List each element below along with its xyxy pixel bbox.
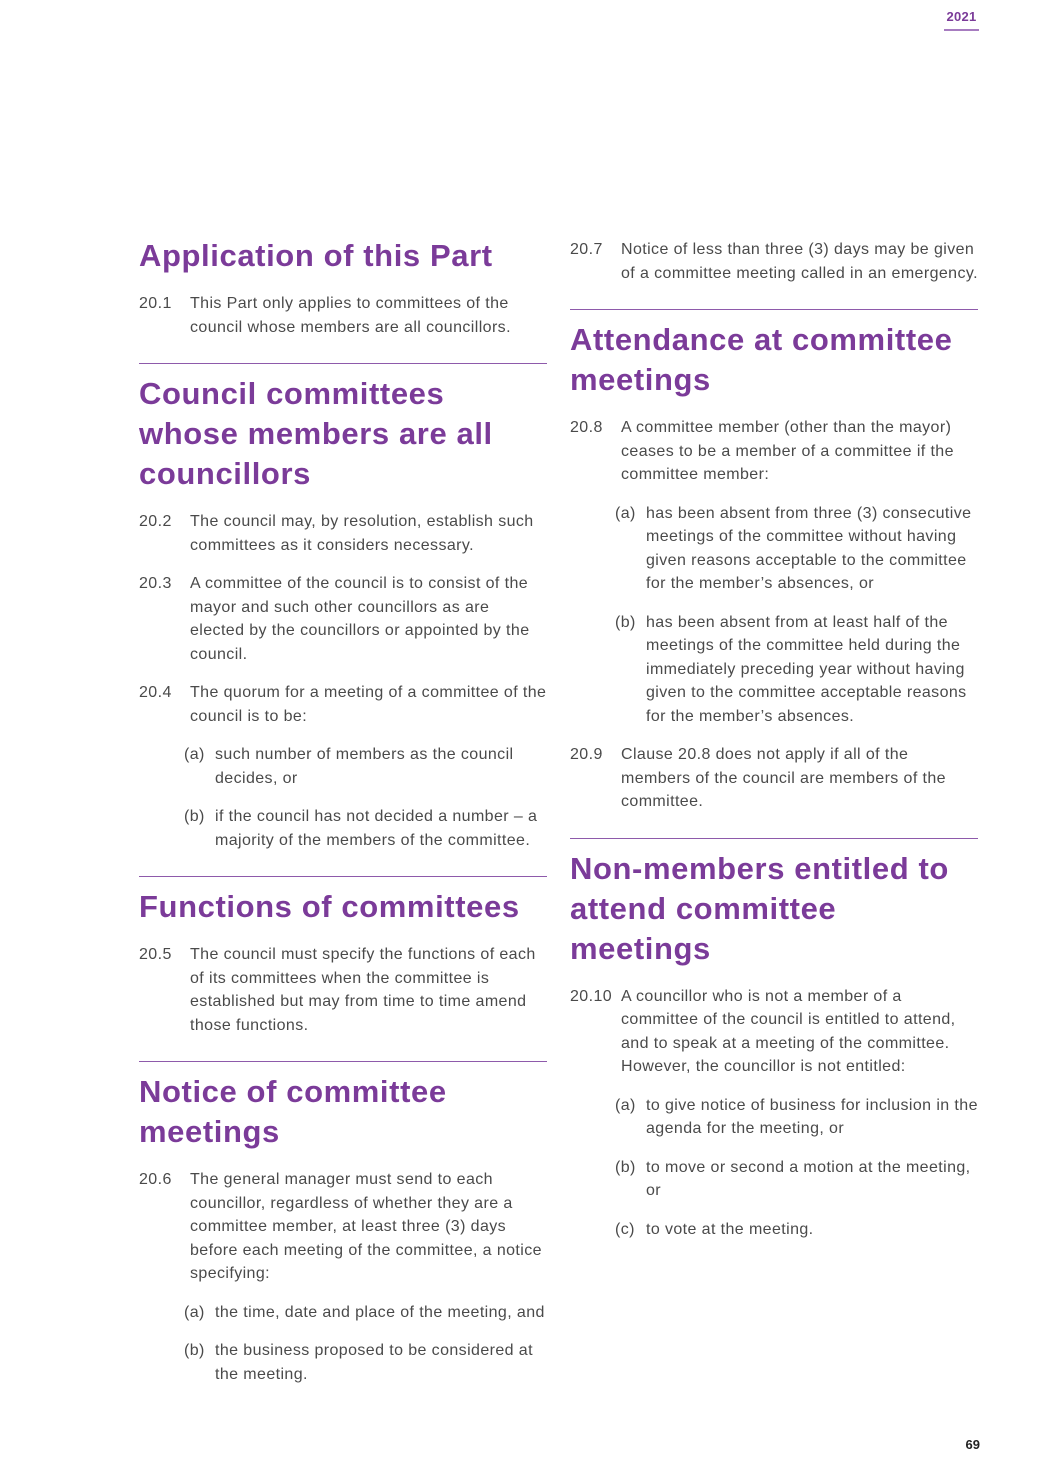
clause-text: Notice of less than three (3) days may be given of a committee meeting called in an emergency.	[621, 241, 978, 282]
subclause-text: the time, date and place of the meeting, and	[215, 1303, 545, 1321]
clause-number: 20.10	[570, 987, 613, 1005]
left-column	[139, 236, 547, 1386]
subclause-text: the business proposed to be considered at the meeting.	[215, 1342, 533, 1383]
clause-number: 20.8	[570, 419, 603, 436]
subclause-20-6-a	[184, 1301, 547, 1325]
subclause-label: (a)	[615, 504, 636, 522]
clause-number: 20.9	[570, 746, 603, 763]
subclause-text: to give notice of business for inclusion in the agenda for the meeting, or	[646, 1096, 978, 1137]
clause-20-6	[139, 1168, 547, 1286]
clause-text: A committee of the council is to consist of the mayor and such other councillors as are elected by the councillors or appointed by the council.	[190, 575, 530, 663]
subclause-20-6-b	[184, 1339, 547, 1386]
subclause-label: (b)	[615, 1158, 636, 1176]
clause-text: This Part only applies to committees of the council whose members are all councillors.	[190, 295, 511, 336]
heading-attendance: Attendance at committee meetings	[570, 322, 953, 397]
clause-20-3	[139, 572, 547, 666]
page-number: 69	[965, 1437, 980, 1452]
subclause-20-10-c	[615, 1218, 978, 1242]
clause-20-8	[570, 416, 978, 487]
subclause-label: (b)	[184, 808, 205, 825]
subclause-text: if the council has not decided a number – a majority of the members of the committee.	[215, 808, 538, 849]
clause-20-1	[139, 292, 547, 339]
section-divider	[139, 876, 547, 877]
subclause-label: (a)	[184, 1303, 205, 1321]
clause-text: A councillor who is not a member of a committee of the council is entitled to attend, and to speak at a meeting of the committee. However, the councillor is not entitled:	[621, 987, 956, 1075]
section-divider	[139, 363, 547, 364]
subclause-20-8-a	[615, 502, 978, 596]
subclause-text: such number of members as the council decides, or	[215, 746, 514, 787]
clause-text: The council may, by resolution, establish such committees as it considers necessary.	[190, 513, 534, 554]
clause-number: 20.4	[139, 684, 172, 701]
subclause-text: has been absent from at least half of the meetings of the committee held during the immediately preceding year without having given to the committee acceptable reasons for the member’s absences.	[646, 613, 967, 725]
year-label: 2021	[944, 9, 979, 31]
clause-20-10	[570, 985, 978, 1079]
subclause-label: (b)	[615, 613, 636, 631]
subclause-20-8-b	[615, 611, 978, 729]
clause-20-5	[139, 943, 547, 1037]
subclause-text: to vote at the meeting.	[646, 1220, 814, 1238]
clause-number: 20.6	[139, 1171, 172, 1188]
clause-number: 20.3	[139, 575, 172, 592]
clause-number: 20.2	[139, 513, 172, 530]
subclause-20-4-a	[184, 743, 547, 790]
clause-text: Clause 20.8 does not apply if all of the members of the council are members of the committee.	[621, 746, 946, 810]
clause-text: A committee member (other than the mayor) ceases to be a member of a committee if the committee member:	[621, 419, 954, 483]
clause-number: 20.5	[139, 946, 172, 963]
subclause-label: (c)	[615, 1220, 635, 1238]
subclause-20-10-b	[615, 1156, 978, 1203]
heading-council-committees: Council committees whose members are all councillors	[139, 376, 493, 491]
heading-application: Application of this Part	[139, 238, 493, 273]
subclause-text: to move or second a motion at the meeting, or	[646, 1158, 971, 1199]
clause-text: The council must specify the functions of each of its committees when the committee is established but may from time to time amend those functions.	[190, 946, 536, 1034]
heading-functions: Functions of committees	[139, 889, 520, 924]
clause-text: The quorum for a meeting of a committee of the council is to be:	[190, 684, 547, 725]
subclause-label: (a)	[184, 746, 205, 763]
right-column	[570, 238, 978, 1241]
heading-non-members: Non-members entitled to attend committee meetings	[570, 850, 949, 966]
subclause-label: (b)	[184, 1342, 205, 1359]
heading-notice: Notice of committee meetings	[139, 1074, 447, 1149]
clause-20-7	[570, 238, 978, 285]
section-divider	[139, 1061, 547, 1062]
subclause-text: has been absent from three (3) consecutive meetings of the committee without having given reasons acceptable to the committee for the member’s absences, or	[646, 504, 972, 592]
clause-number: 20.1	[139, 295, 172, 312]
section-divider	[570, 309, 978, 310]
clause-20-4	[139, 681, 547, 728]
subclause-20-10-a	[615, 1094, 978, 1141]
subclause-20-4-b	[184, 805, 547, 852]
clause-number: 20.7	[570, 241, 603, 258]
clause-20-2	[139, 510, 547, 557]
clause-text: The general manager must send to each councillor, regardless of whether they are a committee member, at least three (3) days before each meeting of the committee, a notice specifying:	[190, 1171, 542, 1282]
subclause-label: (a)	[615, 1096, 636, 1114]
clause-20-9	[570, 743, 978, 814]
section-divider	[570, 838, 978, 839]
